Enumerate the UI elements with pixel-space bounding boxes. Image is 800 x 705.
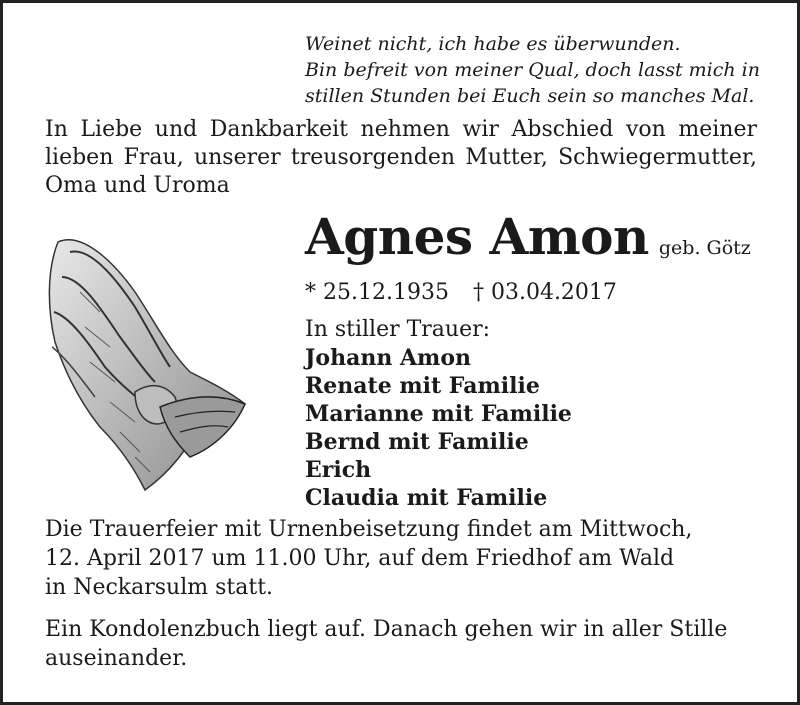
poem (305, 31, 775, 109)
praying-hands-icon (40, 232, 255, 497)
intro-text: In Liebe und Dankbarkeit nehmen wir Abschied von meiner lieben Frau, unserer treusorgenden Mutter, Schwiegermutter, Oma und Uroma (45, 117, 757, 198)
funeral-notice (45, 515, 765, 602)
life-dates (305, 280, 617, 305)
birth-date: * 25.12.1935 (305, 280, 449, 305)
mourner-name: Bernd mit Familie (305, 429, 529, 455)
mourner-name: Renate mit Familie (305, 373, 540, 399)
mourner-name: Claudia mit Familie (305, 485, 548, 511)
deceased-name-row (305, 207, 751, 267)
poem-line: Bin befreit von meiner Qual, doch lasst mich in (305, 59, 760, 81)
mourning-heading: In stiller Trauer: (305, 317, 491, 342)
poem-line: Weinet nicht, ich habe es überwunden. (305, 33, 681, 55)
maiden-name: geb. Götz (658, 237, 751, 259)
funeral-line: Die Trauerfeier mit Urnenbeisetzung findet am Mittwoch, (45, 517, 693, 542)
closing-line: Ein Kondolenzbuch liegt auf. Danach gehen wir in aller Stille (45, 617, 728, 642)
funeral-line: in Neckarsulm statt. (45, 575, 274, 600)
closing-notice (45, 615, 765, 673)
mourner-name: Johann Amon (305, 345, 471, 371)
mourner-name: Erich (305, 457, 372, 483)
poem-line: stillen Stunden bei Euch sein so manches Mal. (305, 85, 755, 107)
death-date: † 03.04.2017 (472, 280, 617, 305)
mourners-list (305, 316, 572, 512)
mourner-name: Marianne mit Familie (305, 401, 572, 427)
funeral-line: 12. April 2017 um 11.00 Uhr, auf dem Friedhof am Wald (45, 546, 675, 571)
closing-line: auseinander. (45, 646, 188, 671)
deceased-name: Agnes Amon (305, 207, 649, 266)
